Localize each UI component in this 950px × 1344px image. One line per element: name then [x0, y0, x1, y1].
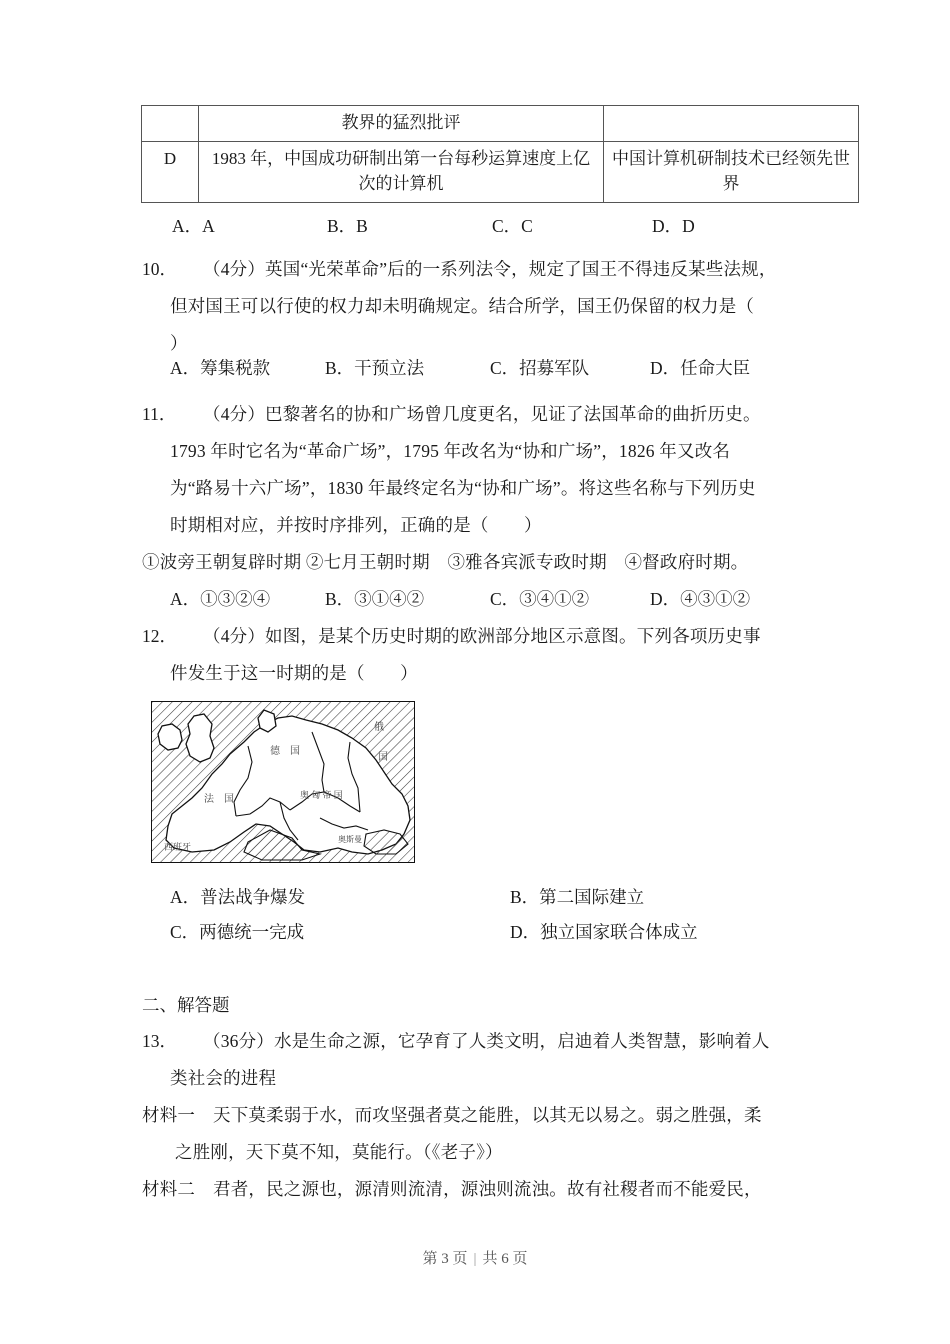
q9-option-d[interactable]: D．D	[652, 216, 695, 236]
question-11-option-a[interactable]: A．①③②④	[170, 589, 271, 609]
footer-current-page: 第 3 页	[422, 1251, 468, 1267]
page-footer	[0, 1247, 950, 1268]
question-10-option-b[interactable]: B．干预立法	[325, 358, 425, 378]
map-label-spain: 西班牙	[164, 842, 192, 852]
table-cell-letter: D	[142, 142, 199, 203]
footer-separator: |	[473, 1251, 477, 1267]
map-label-russia-1: 俄	[374, 722, 384, 733]
europe-map-figure	[151, 701, 415, 863]
question-13-line-2: 类社会的进程	[170, 1068, 277, 1088]
q9-option-a[interactable]: A．A	[172, 216, 215, 236]
question-12-option-b[interactable]: B．第二国际建立	[510, 887, 645, 907]
question-10-option-c[interactable]: C．招募军队	[490, 358, 590, 378]
question-10-line-2: 但对国王可以行使的权力却未明确规定。结合所学，国王仍保留的权力是（	[170, 296, 755, 316]
table-cell-conclusion	[604, 106, 859, 142]
map-label-austria-hungary: 奥 匈 帝 国	[300, 790, 343, 800]
material-1-label: 材料一	[142, 1105, 196, 1125]
material-2-line-1: 君者，民之源也，源清则流清，源浊则流浊。故有社稷者而不能爱民，	[213, 1179, 762, 1199]
question-12-number: 12．	[142, 626, 177, 646]
question-11-items: ①波旁王朝复辟时期 ②七月王朝时期 ③雅各宾派专政时期 ④督政府时期。	[142, 552, 749, 572]
question-13-line-1: （36分）水是生命之源，它孕育了人类文明，启迪着人类智慧，影响着人	[203, 1031, 770, 1051]
question-11-line-4: 时期相对应，并按时序排列，正确的是（ ）	[170, 515, 542, 535]
q9-option-b[interactable]: B．B	[327, 216, 368, 236]
question-12-line-1: （4分）如图，是某个历史时期的欧洲部分地区示意图。下列各项历史事	[203, 626, 761, 646]
comparison-table-wrapper	[141, 105, 850, 203]
question-10-option-d[interactable]: D．任命大臣	[650, 358, 751, 378]
table-cell-letter	[142, 106, 199, 142]
question-10-option-a[interactable]: A．筹集税款	[170, 358, 271, 378]
footer-total-pages: 共 6 页	[482, 1251, 528, 1267]
map-label-germany: 德 国	[270, 746, 300, 757]
question-10-number: 10．	[142, 259, 177, 279]
question-12-option-c[interactable]: C．两德统一完成	[170, 922, 305, 942]
question-11-line-2: 1793 年时它名为“革命广场”，1795 年改名为“协和广场”，1826 年又改名	[170, 441, 731, 461]
question-11-option-c[interactable]: C．③④①②	[490, 589, 590, 609]
material-2-label: 材料二	[142, 1179, 196, 1199]
material-1-line-1: 天下莫柔弱于水，而攻坚强者莫之能胜，以其无以易之。弱之胜强，柔	[213, 1105, 762, 1125]
comparison-table	[141, 105, 859, 203]
material-1-line-2: 之胜刚，天下莫不知，莫能行。（《老子》）	[175, 1142, 503, 1162]
question-11-number: 11．	[142, 404, 177, 424]
table-cell-statement: 1983 年，中国成功研制出第一台每秒运算速度上亿次的计算机	[199, 142, 604, 203]
map-label-france: 法 国	[204, 794, 234, 805]
question-12-line-2: 件发生于这一时期的是（ ）	[170, 663, 418, 683]
question-12-option-d[interactable]: D．独立国家联合体成立	[510, 922, 698, 942]
question-13-number: 13．	[142, 1031, 177, 1051]
question-10-line-3: ）	[170, 333, 188, 353]
table-cell-conclusion: 中国计算机研制技术已经领先世界	[604, 142, 859, 203]
map-label-russia-2: 国	[378, 752, 388, 763]
question-12-option-a[interactable]: A．普法战争爆发	[170, 887, 306, 907]
q9-option-c[interactable]: C．C	[492, 216, 533, 236]
question-11-line-1: （4分）巴黎著名的协和广场曾几度更名，见证了法国革命的曲折历史。	[203, 404, 761, 424]
question-11-option-b[interactable]: B．③①④②	[325, 589, 425, 609]
section-two-heading: 二、解答题	[142, 995, 230, 1015]
table-row	[142, 142, 859, 203]
map-label-ottoman: 奥斯曼	[338, 835, 362, 844]
question-10-line-1: （4分）英国“光荣革命”后的一系列法令，规定了国王不得违反某些法规，	[203, 259, 777, 279]
question-11-line-3: 为“路易十六广场”，1830 年最终定名为“协和广场”。将这些名称与下列历史	[170, 478, 756, 498]
question-11-option-d[interactable]: D．④③①②	[650, 589, 751, 609]
europe-map-svg	[152, 702, 414, 862]
table-row	[142, 106, 859, 142]
table-cell-statement: 教界的猛烈批评	[199, 106, 604, 142]
